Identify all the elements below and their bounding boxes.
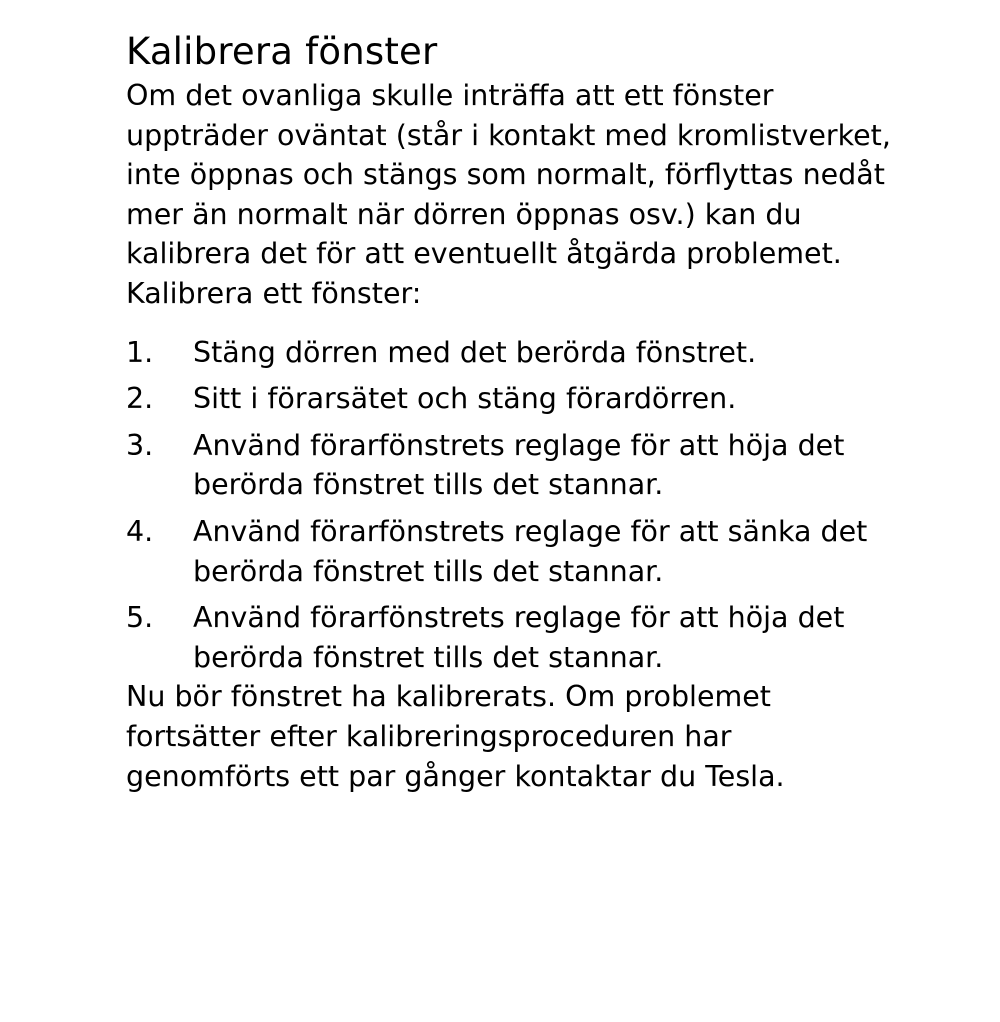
step-text: Använd förarfönstrets reglage för att — [193, 601, 728, 635]
step-text-continued: det berörda fönstret tills det stannar. — [193, 514, 868, 588]
step-number: 5. — [126, 601, 154, 635]
calibration-steps-list — [126, 333, 896, 678]
step-item — [126, 333, 896, 373]
step-text: Sitt i förarsätet och stäng förardörren. — [193, 382, 737, 416]
steps-lead-text: Kalibrera ett fönster: — [126, 276, 422, 310]
step-number: 4. — [126, 514, 154, 548]
step-item — [126, 379, 896, 419]
step-text: Använd förarfönstrets reglage för att — [193, 428, 728, 462]
page-title: Kalibrera fönster — [126, 30, 438, 73]
step-number: 1. — [126, 335, 154, 369]
step-text-continued: det berörda fönstret tills det stannar. — [193, 428, 845, 502]
step-emphasis: höja — [727, 428, 789, 462]
step-emphasis: sänka — [727, 514, 812, 548]
intro-paragraph: Om det ovanliga skulle inträffa att ett fönster uppträder oväntat (står i kontakt med kromlistverket, inte öppnas och stängs som normalt, förflyttas nedåt mer än normalt när dörren öppnas osv.) kan du kalibrera det för att eventuellt åtgärda problemet. — [126, 79, 891, 271]
step-text-continued: det berörda fönstret tills det stannar. — [193, 601, 845, 674]
step-emphasis: höja — [727, 601, 789, 635]
step-text: Använd förarfönstrets reglage för att — [193, 514, 728, 548]
step-number: 2. — [126, 382, 154, 416]
step-text: Stäng dörren med det berörda fönstret. — [193, 335, 757, 369]
step-item — [126, 512, 896, 591]
outro-paragraph: Nu bör fönstret ha kalibrerats. Om problemet fortsätter efter kalibreringsproceduren har genomförts ett par gånger kontaktar du Tesla. — [126, 680, 785, 793]
step-item — [126, 598, 896, 677]
document-body — [126, 28, 896, 796]
step-item — [126, 426, 896, 505]
step-number: 3. — [126, 428, 154, 462]
